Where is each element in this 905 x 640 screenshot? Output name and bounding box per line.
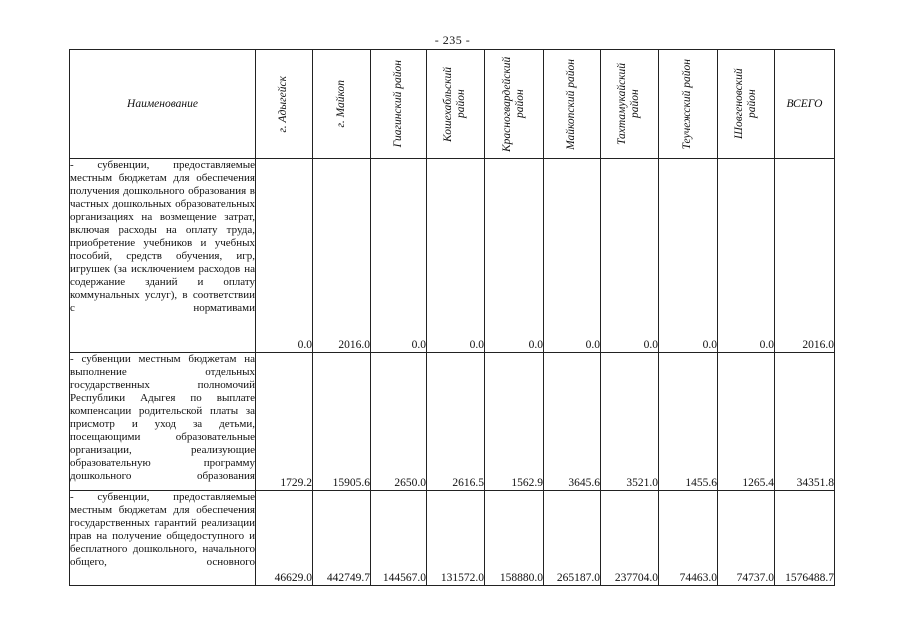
row-description: - субвенции местным бюджетам на выполнение отдельных государственных полномочий Республики Адыгея по выплате компенсации родительской платы за присмотр и уход за детьми, посещающими образовательные организации, реализующие образовательную программу дошкольного образования bbox=[70, 353, 256, 491]
value-cell: 1265.4 bbox=[718, 353, 775, 491]
value-cell: 131572.0 bbox=[427, 491, 485, 586]
value-cell: 158880.0 bbox=[485, 491, 544, 586]
district-label: Красногвардейский район bbox=[500, 56, 526, 152]
column-header-total: ВСЕГО bbox=[775, 50, 835, 159]
total-cell: 1576488.7 bbox=[775, 491, 835, 586]
value-cell: 0.0 bbox=[544, 159, 601, 353]
row-description: - субвенции, предоставляемые местным бюджетам для обеспечения получения дошкольного образования в частных дошкольных образовательных организациях на возмещение затрат, включая расходы на оплату труда, приобретение учебников и учебных пособий, средств обучения, игр, игрушек (за исключением расходов на содержание зданий и оплату коммунальных услуг), в соответствии с нормативами bbox=[70, 159, 256, 353]
district-label: Кошехабльский район bbox=[442, 66, 468, 142]
table-row bbox=[70, 353, 835, 491]
value-cell: 0.0 bbox=[659, 159, 718, 353]
district-label: Шовгеновский район bbox=[732, 68, 758, 140]
value-cell: 0.0 bbox=[718, 159, 775, 353]
value-cell: 144567.0 bbox=[371, 491, 427, 586]
column-header-district bbox=[256, 50, 313, 159]
district-label: Тахтамукайский район bbox=[616, 62, 642, 146]
column-header-district bbox=[427, 50, 485, 159]
page-number: - 235 - bbox=[434, 33, 471, 47]
column-header-district bbox=[718, 50, 775, 159]
value-cell: 2616.5 bbox=[427, 353, 485, 491]
table-row bbox=[70, 491, 835, 586]
column-header-district bbox=[544, 50, 601, 159]
column-header-district bbox=[313, 50, 371, 159]
value-cell: 3645.6 bbox=[544, 353, 601, 491]
total-cell: 2016.0 bbox=[775, 159, 835, 353]
column-header-district bbox=[371, 50, 427, 159]
value-cell: 1729.2 bbox=[256, 353, 313, 491]
header-row bbox=[70, 50, 835, 159]
value-cell: 2650.0 bbox=[371, 353, 427, 491]
value-cell: 3521.0 bbox=[601, 353, 659, 491]
column-header-district bbox=[485, 50, 544, 159]
value-cell: 46629.0 bbox=[256, 491, 313, 586]
value-cell: 442749.7 bbox=[313, 491, 371, 586]
value-cell: 1455.6 bbox=[659, 353, 718, 491]
value-cell: 15905.6 bbox=[313, 353, 371, 491]
value-cell: 0.0 bbox=[371, 159, 427, 353]
district-label: г. Майкоп bbox=[334, 80, 347, 128]
total-cell: 34351.8 bbox=[775, 353, 835, 491]
value-cell: 0.0 bbox=[427, 159, 485, 353]
value-cell: 2016.0 bbox=[313, 159, 371, 353]
district-label: Майкопский район bbox=[565, 58, 578, 150]
value-cell: 0.0 bbox=[485, 159, 544, 353]
row-description: - субвенции, предоставляемые местным бюджетам для обеспечения государственных гарантий реализации прав на получение общедоступного и бесплатного дошкольного, начального общего, основного bbox=[70, 491, 256, 586]
column-header-district bbox=[601, 50, 659, 159]
value-cell: 265187.0 bbox=[544, 491, 601, 586]
budget-table bbox=[69, 49, 835, 586]
table-row bbox=[70, 159, 835, 353]
value-cell: 0.0 bbox=[256, 159, 313, 353]
value-cell: 0.0 bbox=[601, 159, 659, 353]
district-label: Теучежский район bbox=[681, 58, 694, 150]
column-header-district bbox=[659, 50, 718, 159]
column-header-name: Наименование bbox=[70, 50, 256, 159]
value-cell: 74463.0 bbox=[659, 491, 718, 586]
value-cell: 1562.9 bbox=[485, 353, 544, 491]
district-label: Гиагинский район bbox=[391, 60, 404, 148]
value-cell: 237704.0 bbox=[601, 491, 659, 586]
district-label: г. Адыгейск bbox=[277, 75, 290, 133]
value-cell: 74737.0 bbox=[718, 491, 775, 586]
